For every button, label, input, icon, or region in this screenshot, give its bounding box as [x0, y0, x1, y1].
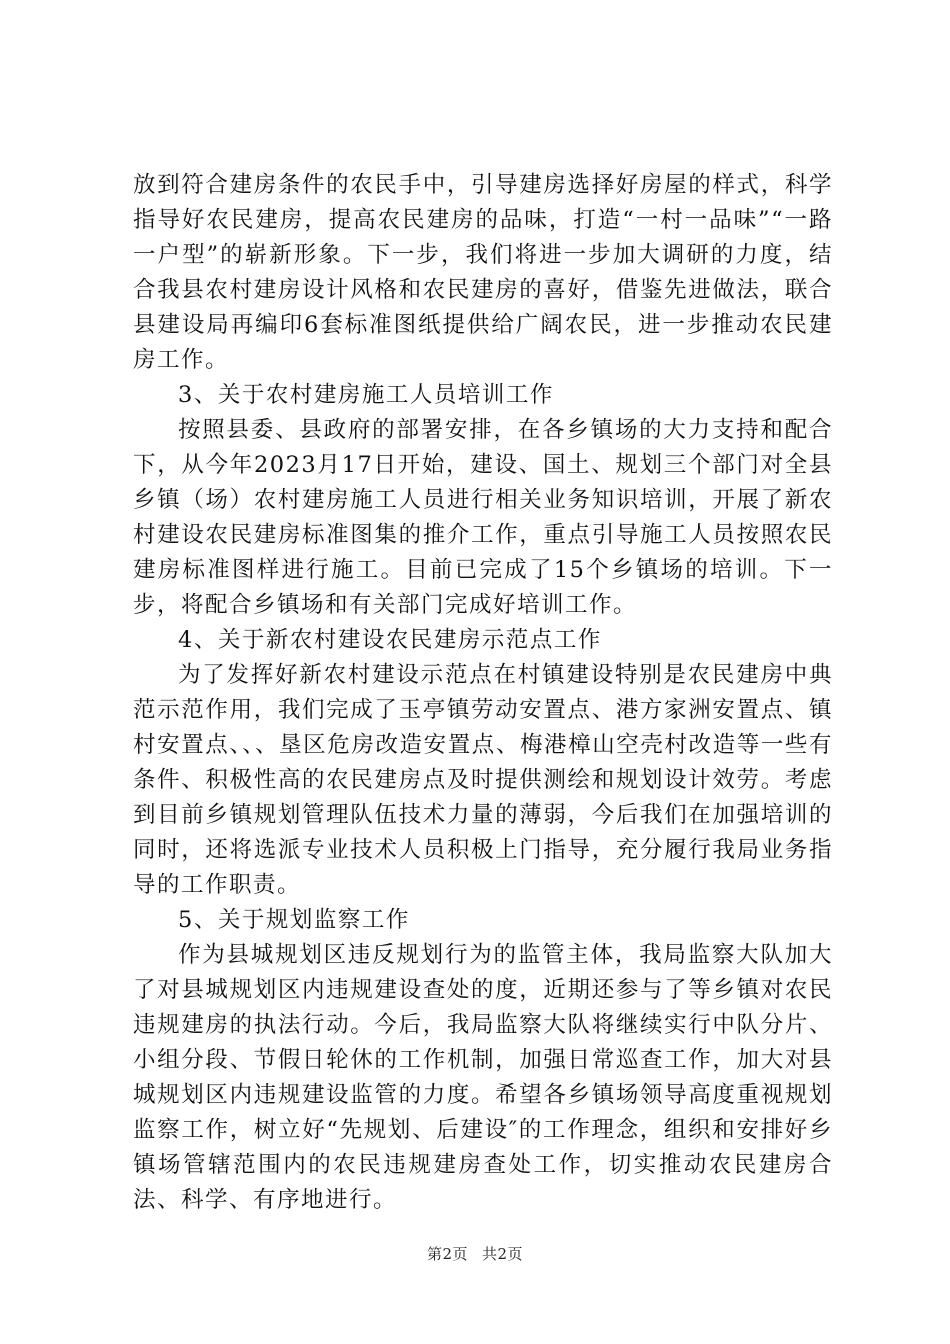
paragraph-demonstration: 为了发挥好新农村建设示范点在村镇建设特别是农民建房中典范示范作用，我们完成了玉亭镇劳动安置点、港方家洲安置点、镇村安置点、、、垦区危房改造安置点、梅港樟山空壳村改造等一些有条件、积极性高的农民建房点及时提供测绘和规划设计效劳。考虑到目前乡镇规划管理队伍技术力量的薄弱，今后我们在加强培训的同时，还将选派专业技术人员积极上门指导，充分履行我局业务指导的工作职责。: [133, 662, 833, 898]
document-body: [133, 168, 833, 1218]
section-heading-3: 3、关于农村建房施工人员培训工作: [178, 382, 554, 408]
page-footer: [0, 1244, 950, 1264]
section-heading-5: 5、关于规划监察工作: [178, 907, 410, 933]
page-number: 第2页: [426, 1245, 468, 1263]
paragraph-training: 按照县委、县政府的部署安排，在各乡镇场的大力支持和配合下，从今年2023月17日开始，建设、国土、规划三个部门对全县乡镇（场）农村建房施工人员进行相关业务知识培训，开展了新农村建设农民建房标准图集的推介工作，重点引导施工人员按照农民建房标准图样进行施工。目前已完成了15个乡镇场的培训。下一步，将配合乡镇场和有关部门完成好培训工作。: [133, 417, 833, 618]
page-total: 共2页: [482, 1245, 524, 1263]
paragraph-continuation: 放到符合建房条件的农民手中，引导建房选择好房屋的样式，科学指导好农民建房，提高农民建房的品味，打造“一村一品味”“一路一户型”的崭新形象。下一步，我们将进一步加大调研的力度，结合我县农村建房设计风格和农民建房的喜好，借鉴先进做法，联合县建设局再编印6套标准图纸提供给广阔农民，进一步推动农民建房工作。: [133, 172, 833, 373]
paragraph-supervision: 作为县城规划区违反规划行为的监管主体，我局监察大队加大了对县城规划区内违规建设查处的度，近期还参与了等乡镇对农民违规建房的执法行动。今后，我局监察大队将继续实行中队分片、小组分段、节假日轮休的工作机制，加强日常巡查工作，加大对县城规划区内违规建设监管的力度。希望各乡镇场领导高度重视规划监察工作，树立好“先规划、后建设″的工作理念，组织和安排好乡镇场管辖范围内的农民违规建房查处工作，切实推动农民建房合法、科学、有序地进行。: [133, 942, 833, 1213]
section-heading-4: 4、关于新农村建设农民建房示范点工作: [178, 627, 602, 653]
